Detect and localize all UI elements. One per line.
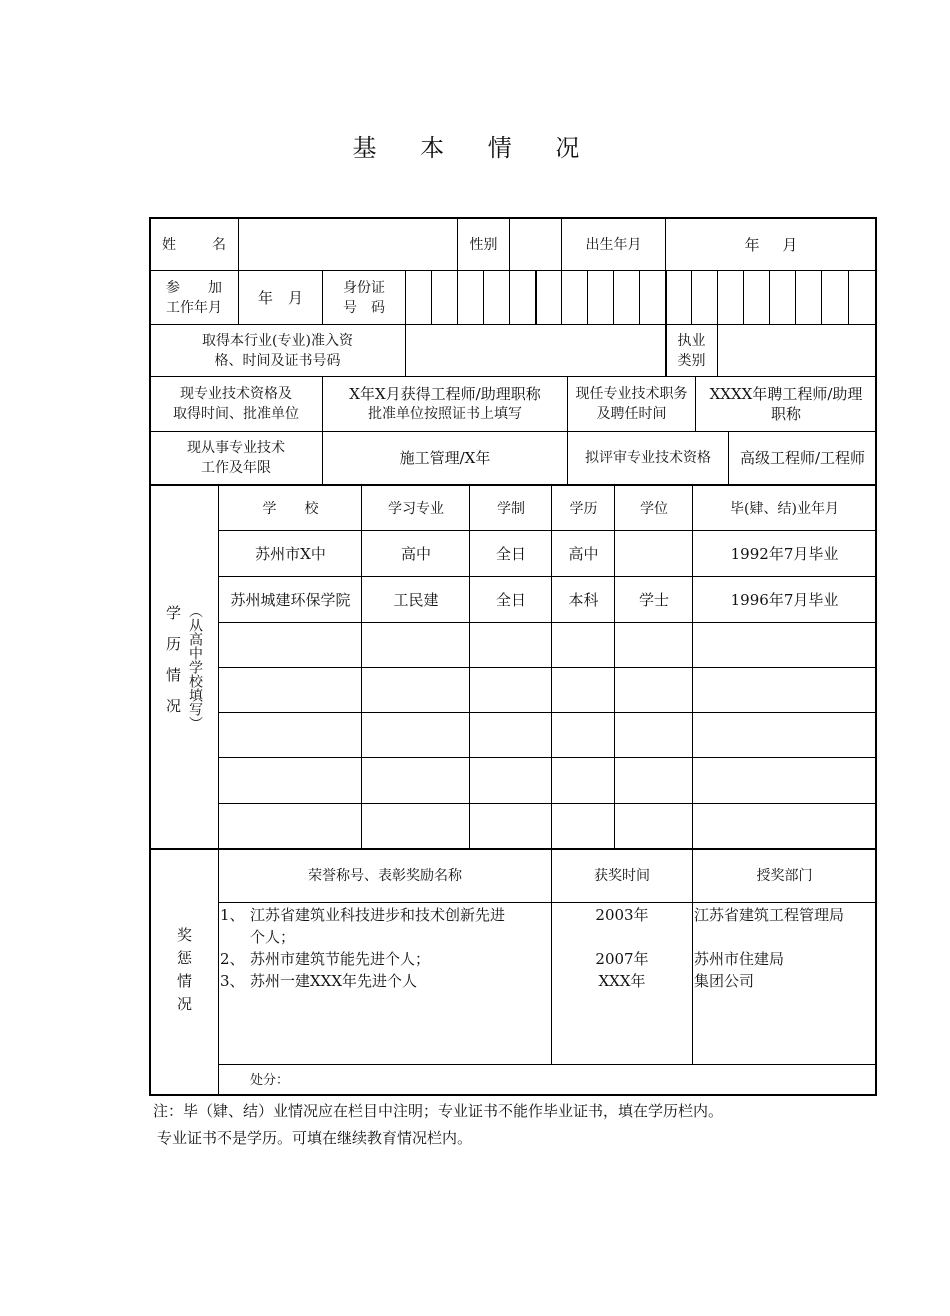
education-cell-duration[interactable] [470, 713, 552, 758]
education-cell-major[interactable] [362, 668, 470, 713]
education-cell-duration[interactable] [470, 758, 552, 804]
awards-header-name: 荣誉称号、表彰奖励名称 [308, 868, 462, 884]
award-dept: 集团公司 [694, 972, 755, 990]
current-tech-value: X年X月获得工程师/助理职称 [349, 385, 541, 403]
education-cell-school[interactable] [219, 623, 362, 668]
education-cell-duration[interactable] [470, 623, 552, 668]
education-header-duration: 学制 [497, 500, 525, 517]
current-position-value: XXXX年聘工程师/助理 [709, 385, 863, 403]
penalty-label: 处分： [250, 1073, 290, 1088]
note-line-1: 注：毕（肄、结）业情况应在栏目中注明；专业证书不能作毕业证书，填在学历栏内。 [153, 1102, 724, 1120]
education-cell-school[interactable] [219, 804, 362, 848]
education-cell-major[interactable] [362, 713, 470, 758]
education-header-degree: 学位 [640, 500, 668, 517]
award-dept: 苏州市住建局 [694, 950, 785, 968]
work-start-label: 参 加 [166, 279, 222, 296]
education-cell-major[interactable] [362, 623, 470, 668]
note-line-2: 专业证书不是学历。可填在继续教育情况栏内。 [157, 1129, 473, 1147]
apply-qualification-value: 高级工程师/工程师 [739, 449, 866, 467]
education-cell-degree-level[interactable] [552, 668, 615, 713]
award-time: XXX年 [598, 972, 646, 990]
gender-field[interactable] [510, 220, 561, 270]
education-cell-duration[interactable]: 全日 [495, 545, 526, 563]
list-item: 2、 苏州市建筑节能先进个人； [220, 950, 431, 968]
current-position-label: 现任专业技术职务 [575, 386, 688, 402]
education-cell-major[interactable]: 高中 [400, 545, 431, 563]
education-cell-major[interactable] [362, 804, 470, 848]
education-cell-graduation-date[interactable] [693, 668, 876, 713]
education-cell-degree[interactable]: 学士 [638, 591, 669, 609]
apply-qualification-label: 拟评审专业技术资格 [585, 450, 711, 466]
education-cell-graduation-date[interactable]: 1996年7月毕业 [730, 591, 839, 609]
education-cell-school[interactable]: 苏州城建环保学院 [230, 591, 351, 609]
education-cell-duration[interactable] [470, 804, 552, 848]
list-item: 3、 苏州一建XXX年先进个人 [220, 972, 418, 990]
education-cell-degree-level[interactable] [552, 713, 615, 758]
birth-label: 出生年月 [585, 237, 642, 253]
education-cell-degree[interactable] [615, 623, 693, 668]
award-time: 2007年 [595, 950, 649, 968]
current-work-label: 现从事专业技术 [187, 440, 285, 456]
awards-header-dept: 授奖部门 [756, 868, 813, 884]
qualification-field[interactable] [406, 325, 665, 376]
education-cell-school[interactable] [219, 713, 362, 758]
education-cell-graduation-date[interactable] [693, 713, 876, 758]
education-cell-major[interactable]: 工民建 [393, 591, 439, 609]
education-header-school: 学 校 [262, 500, 319, 517]
education-header-degree-level: 学历 [569, 500, 598, 517]
name-label: 姓 [162, 237, 176, 253]
education-side-note: （从高中学校填写） [187, 604, 203, 730]
education-cell-duration[interactable]: 全日 [495, 591, 526, 609]
education-cell-degree[interactable] [615, 713, 693, 758]
education-cell-graduation-date[interactable] [693, 623, 876, 668]
education-cell-major[interactable] [362, 758, 470, 804]
practice-type-label: 执业 [677, 332, 706, 349]
education-cell-degree[interactable] [615, 668, 693, 713]
awards-header-time: 获奖时间 [594, 868, 650, 884]
gender-label: 性别 [469, 237, 498, 253]
qualification-label: 取得本行业(专业)准入资 [202, 332, 353, 349]
list-item: 1、 江苏省建筑业科技进步和技术创新先进 [220, 906, 506, 924]
education-cell-degree-level[interactable]: 高中 [568, 545, 599, 563]
award-time: 2003年 [595, 906, 649, 924]
education-cell-degree-level[interactable]: 本科 [568, 591, 599, 609]
awards-side-label: 奖惩情况 [175, 926, 193, 1019]
work-start-field[interactable]: 年 月 [257, 288, 303, 307]
education-cell-degree[interactable] [615, 531, 693, 577]
page-title: 基 本 情 况 [352, 134, 598, 162]
name-field[interactable] [239, 220, 457, 270]
current-work-value: 施工管理/X年 [399, 449, 491, 467]
education-cell-degree[interactable] [615, 804, 693, 848]
education-cell-graduation-date[interactable] [693, 804, 876, 848]
current-tech-label: 现专业技术资格及 [180, 386, 292, 402]
education-cell-graduation-date[interactable]: 1992年7月毕业 [730, 545, 839, 563]
education-cell-degree-level[interactable] [552, 804, 615, 848]
birth-field[interactable]: 年 月 [744, 236, 798, 254]
award-dept: 江苏省建筑工程管理局 [694, 906, 845, 924]
education-cell-degree[interactable] [615, 758, 693, 804]
education-cell-degree-level[interactable] [552, 758, 615, 804]
list-item-continued: 个人； [250, 928, 296, 946]
education-cell-graduation-date[interactable] [693, 758, 876, 804]
education-cell-degree-level[interactable] [552, 623, 615, 668]
education-cell-school[interactable] [219, 668, 362, 713]
education-header-major: 学习专业 [388, 500, 444, 517]
education-cell-school[interactable]: 苏州市X中 [255, 545, 326, 563]
awards-list [220, 904, 550, 992]
practice-type-field[interactable] [718, 325, 876, 376]
education-header-graduation-date: 毕(肄、结)业年月 [730, 500, 839, 517]
education-cell-duration[interactable] [470, 668, 552, 713]
id-label: 身份证 [343, 279, 385, 296]
education-side-label: 学历情况 [164, 605, 182, 729]
education-cell-school[interactable] [219, 758, 362, 804]
